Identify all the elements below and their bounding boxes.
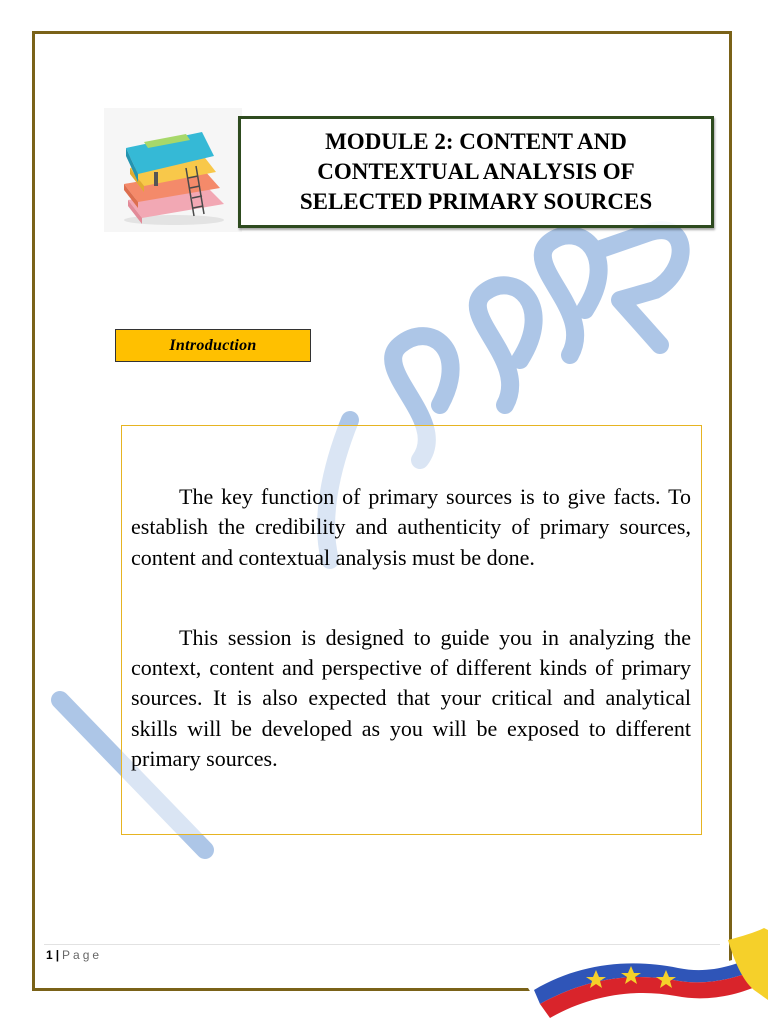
introduction-label: Introduction	[169, 336, 257, 354]
footer-separator: |	[55, 948, 60, 962]
page-number: 1	[46, 948, 53, 962]
paragraph-1: The key function of primary sources is to give facts. To establish the credibility and authenticity of primary sources, content and contextual analysis must be done.	[131, 484, 691, 570]
paragraph-2: This session is designed to guide you in analyzing the context, content and perspective of different kinds of primary sources. It is also expected that your critical and analytical skills will be developed as you will be exposed to different primary sources.	[131, 624, 691, 772]
introduction-label-box	[115, 329, 311, 362]
page-label: Page	[62, 948, 103, 962]
module-title-line-3: SELECTED PRIMARY SOURCES	[299, 189, 653, 214]
module-title	[256, 127, 696, 217]
books-icon	[104, 108, 242, 232]
module-title-line-1: MODULE 2: CONTENT AND	[325, 129, 627, 154]
module-title-line-2: CONTEXTUAL ANALYSIS OF	[317, 159, 635, 184]
module-title-box	[238, 116, 714, 228]
philippine-flag-ribbon	[528, 920, 768, 1024]
page-footer	[46, 948, 102, 962]
introduction-text-box	[121, 425, 702, 835]
